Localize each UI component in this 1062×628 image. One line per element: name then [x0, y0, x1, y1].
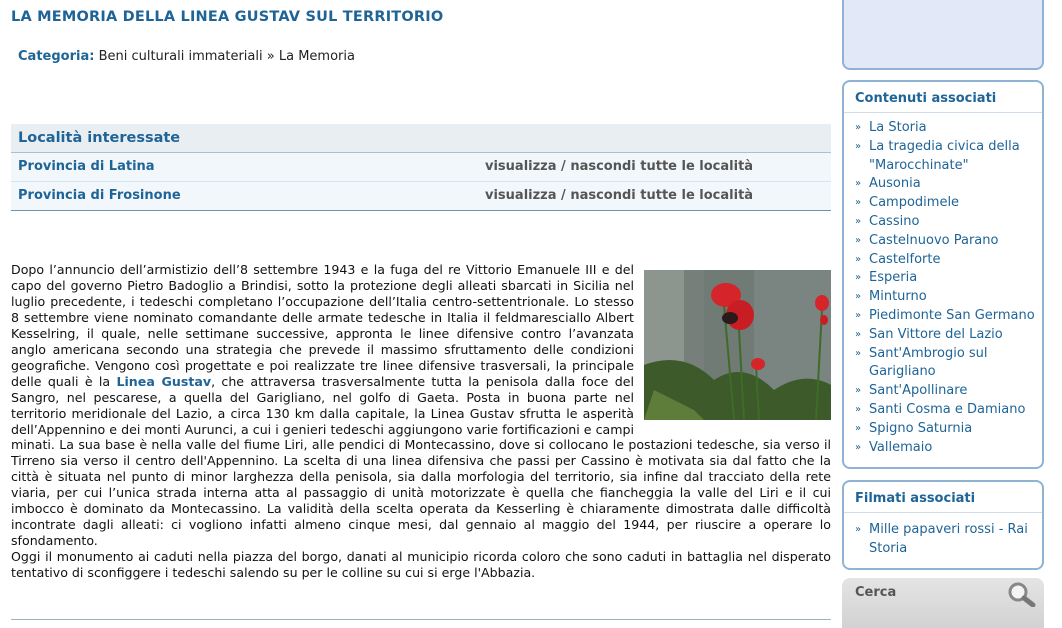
arrow-right-icon: » — [855, 309, 862, 321]
arrow-right-icon: » — [855, 328, 862, 340]
contenuti-item[interactable] — [855, 439, 1036, 458]
linea-gustav-link[interactable]: Linea Gustav — [116, 373, 212, 389]
arrow-right-icon: » — [855, 422, 862, 434]
article-text-1: Dopo l’annuncio dell’armistizio dell’8 settembre 1943 e la fuga del re Vittorio Emanuele III e del capo del governo Pietro Badoglio a Brindisi, sotto la protezione degli alleati sbarcati in Sicilia nel luglio precedente, i tedeschi completano l’occupazione dell’Italia centro-settentrionale. Lo stesso 8 settembre viene nominato comandante delle armate tedesche in Italia il feldmaresciallo Albert Kesselring, il quale, nelle settimane successive, appronta le linee difensive contro l’avanzata anglo americana secondo una strategia che prevede il massimo sfruttamento delle condizioni geografiche. Vengono così progettate e poi realizzate tre linee difensive trasversali, la principale delle quali è la — [11, 262, 634, 389]
contenuti-item-label[interactable]: Sant'Ambrogio sul Garigliano — [869, 345, 988, 380]
poppies-illustration — [644, 270, 831, 420]
localita-row-frosinone — [11, 182, 831, 211]
contenuti-item[interactable] — [855, 232, 1036, 251]
provincia-frosinone-link[interactable]: Provincia di Frosinone — [18, 188, 181, 203]
contenuti-item[interactable] — [855, 382, 1036, 401]
page-title: LA MEMORIA DELLA LINEA GUSTAV SUL TERRITORIO — [11, 9, 444, 25]
contenuti-item-label[interactable]: Spigno Saturnia — [869, 420, 973, 436]
contenuti-associati-box — [842, 80, 1044, 469]
category-link-memoria[interactable]: La Memoria — [278, 49, 355, 64]
contenuti-item[interactable] — [855, 307, 1036, 326]
poppies-photo — [644, 270, 831, 420]
contenuti-item-label[interactable]: La Storia — [869, 120, 927, 135]
contenuti-list — [844, 113, 1042, 457]
contenuti-item-label[interactable]: Sant'Apollinare — [869, 383, 968, 399]
contenuti-item-label[interactable]: Vallemaio — [869, 439, 933, 455]
contenuti-item[interactable] — [855, 194, 1036, 213]
sidebar-top-box — [842, 0, 1044, 70]
arrow-right-icon: » — [855, 347, 862, 359]
filmati-item-label[interactable]: Mille papaveri rossi - Rai Storia — [869, 522, 1028, 556]
contenuti-item-label[interactable]: Santi Cosma e Damiano — [869, 401, 1026, 417]
arrow-right-icon: » — [855, 403, 862, 415]
contenuti-item[interactable] — [855, 213, 1036, 232]
contenuti-item[interactable] — [855, 138, 1036, 176]
localita-table — [11, 124, 831, 211]
bottom-divider — [11, 619, 831, 620]
localita-header: Località interessate — [11, 124, 831, 153]
arrow-right-icon: » — [855, 291, 862, 303]
magnifier-icon[interactable] — [1006, 581, 1036, 607]
breadcrumb-separator: » — [266, 49, 275, 64]
arrow-right-icon: » — [855, 253, 862, 265]
filmati-associati-box — [842, 480, 1044, 570]
contenuti-item-label[interactable]: Castelnuovo Parano — [869, 232, 999, 248]
filmati-associati-title: Filmati associati — [844, 482, 1042, 513]
arrow-right-icon: » — [855, 140, 862, 152]
main-content — [11, 0, 831, 622]
contenuti-item[interactable] — [855, 401, 1036, 420]
contenuti-item[interactable] — [855, 119, 1036, 138]
provincia-latina-link[interactable]: Provincia di Latina — [18, 159, 155, 174]
arrow-right-icon: » — [855, 178, 862, 190]
contenuti-item[interactable] — [855, 288, 1036, 307]
search-label: Cerca — [855, 585, 897, 600]
article-body — [11, 262, 831, 581]
article-paragraph-2: Oggi il monumento ai caduti nella piazza del borgo, danati al municipio ricorda coloro che sono caduti in battaglia nel disperato tentativo di sconfiggere i tedeschi salendo su per le colline su cui si erge l'Abbazia. — [11, 549, 831, 581]
contenuti-item[interactable] — [855, 269, 1036, 288]
contenuti-item[interactable] — [855, 420, 1036, 439]
toggle-frosinone-link[interactable]: visualizza / nascondi tutte le località — [485, 188, 754, 203]
arrow-right-icon: » — [855, 524, 862, 535]
search-box — [842, 578, 1044, 628]
arrow-right-icon: » — [855, 197, 862, 209]
arrow-right-icon: » — [855, 272, 862, 284]
filmati-item[interactable] — [855, 521, 1036, 559]
contenuti-item-label[interactable]: Cassino — [869, 213, 920, 229]
toggle-latina-link[interactable]: visualizza / nascondi tutte le località — [485, 159, 754, 174]
contenuti-item[interactable] — [855, 251, 1036, 270]
arrow-right-icon: » — [855, 122, 862, 133]
category-label: Categoria: — [18, 49, 95, 64]
arrow-right-icon: » — [855, 215, 862, 227]
contenuti-item-label[interactable]: Castelforte — [869, 251, 941, 267]
filmati-list — [844, 513, 1042, 559]
category-breadcrumb — [18, 49, 355, 64]
arrow-right-icon: » — [855, 441, 862, 453]
category-link-beni[interactable]: Beni culturali immateriali — [98, 49, 263, 64]
contenuti-item-label[interactable]: Campodimele — [869, 195, 960, 211]
contenuti-item-label[interactable]: Esperia — [869, 270, 918, 286]
arrow-right-icon: » — [855, 385, 862, 397]
contenuti-item-label[interactable]: Minturno — [869, 289, 927, 305]
localita-row-latina — [11, 153, 831, 182]
article-text-2: , che attraversa trasversalmente tutta la penisola dalla foce del Sangro, nel pescarese, a quella del Garigliano, nel golfo di Gaeta. Posta in buona parte nel territorio meridionale del Lazio, a circa 130 km dalla capitale, la Linea Gustav sfrutta le asperità dell’Appennino e dei monti Aurunci, a cui i genieri tedeschi aggiungono varie fortificazioni e campi minati. La sua base è nella valle del fiume Liri, alle pendici di Montecassino, dove si collocano le postazioni tedesche, sia verso il Tirreno sia verso il centro dell'Appennino. La scelta di una linea difensiva che passi per Cassino è motivata sia dal fatto che la città è situata nel punto di minor larghezza della penisola, sia dalla morfologia del territorio, sia infine dal tracciato della rete viaria, per cui l’unica strada interna atta al passaggio di unità motorizzate è quella che fiancheggia la valle del Liri e il cui imbocco è dominato da Montecassino. La validità della scelta operata da Kesserling è chiaramente dimostrata dalle difficoltà incontrate dagli alleati: ci vogliono infatti almeno cinque mesi, dal gennaio al maggio del 1944, per riuscire a operare lo sfondamento. — [11, 373, 831, 549]
contenuti-item[interactable] — [855, 345, 1036, 383]
contenuti-associati-title: Contenuti associati — [844, 82, 1042, 113]
contenuti-item-label[interactable]: Ausonia — [869, 176, 921, 192]
contenuti-item[interactable] — [855, 175, 1036, 194]
contenuti-item[interactable] — [855, 326, 1036, 345]
contenuti-item-label[interactable]: La tragedia civica della "Marocchinate" — [869, 138, 1020, 173]
contenuti-item-label[interactable]: San Vittore del Lazio — [869, 326, 1003, 342]
arrow-right-icon: » — [855, 234, 862, 246]
contenuti-item-label[interactable]: Piedimonte San Germano — [869, 307, 1035, 323]
